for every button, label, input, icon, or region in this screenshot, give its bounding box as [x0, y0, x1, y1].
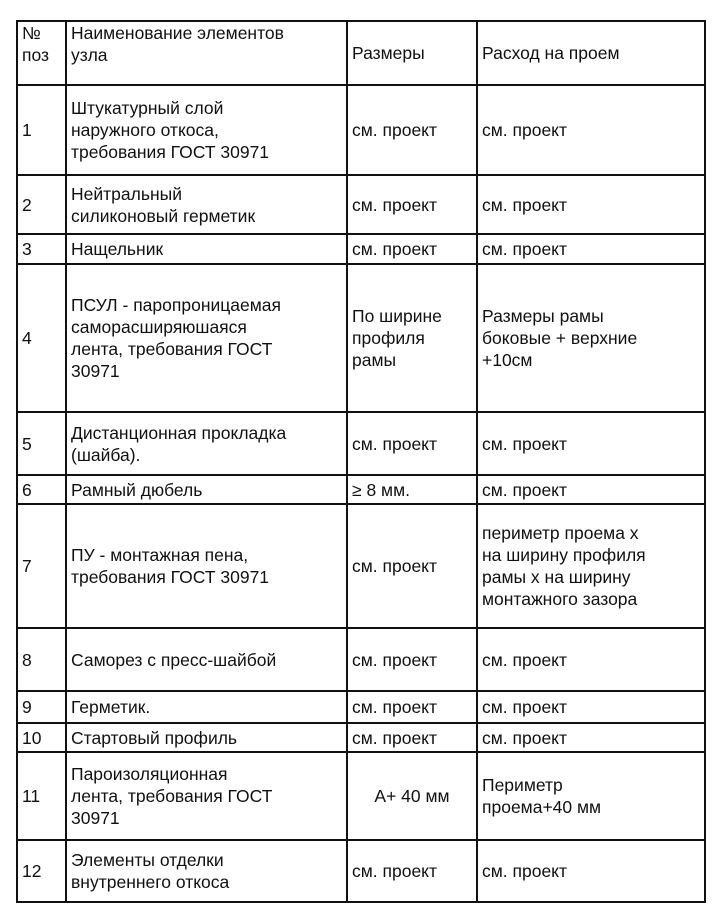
header-dimensions: Размеры — [347, 21, 477, 85]
cell-position: 3 — [17, 234, 66, 264]
cell-dimensions: см. проект — [347, 723, 477, 752]
cell-consumption: см. проект — [477, 412, 705, 475]
cell-consumption: см. проект — [477, 840, 705, 902]
cell-position: 4 — [17, 264, 66, 412]
specification-table — [16, 20, 706, 903]
cell-position: 2 — [17, 175, 66, 234]
cell-dimensions: см. проект — [347, 504, 477, 628]
table-row — [17, 691, 705, 723]
table-row — [17, 175, 705, 234]
cell-element-name: Нейтральный силиконовый герметик — [66, 175, 347, 234]
table-row — [17, 840, 705, 902]
table-row — [17, 723, 705, 752]
cell-element-name: Элементы отделки внутреннего откоса — [66, 840, 347, 902]
cell-position: 9 — [17, 691, 66, 723]
table-row — [17, 752, 705, 840]
table-row — [17, 475, 705, 504]
cell-dimensions: А+ 40 мм — [347, 752, 477, 840]
cell-consumption: периметр проема х на ширину профиля рамы х на ширину монтажного зазора — [477, 504, 705, 628]
cell-position: 7 — [17, 504, 66, 628]
cell-dimensions: см. проект — [347, 840, 477, 902]
cell-element-name: Нащельник — [66, 234, 347, 264]
cell-consumption: см. проект — [477, 628, 705, 691]
cell-dimensions: см. проект — [347, 85, 477, 175]
cell-position: 11 — [17, 752, 66, 840]
cell-position: 10 — [17, 723, 66, 752]
cell-element-name: ПСУЛ - паропроницаемая саморасширяюшаяся лента, требования ГОСТ 30971 — [66, 264, 347, 412]
cell-element-name: ПУ - монтажная пена, требования ГОСТ 30971 — [66, 504, 347, 628]
table-row — [17, 412, 705, 475]
cell-consumption: Периметр проема+40 мм — [477, 752, 705, 840]
cell-element-name: Пароизоляционная лента, требования ГОСТ 30971 — [66, 752, 347, 840]
header-consumption: Расход на проем — [477, 21, 705, 85]
cell-position: 8 — [17, 628, 66, 691]
cell-element-name: Штукатурный слой наружного откоса, требования ГОСТ 30971 — [66, 85, 347, 175]
cell-element-name: Рамный дюбель — [66, 475, 347, 504]
cell-dimensions: см. проект — [347, 412, 477, 475]
cell-dimensions: см. проект — [347, 234, 477, 264]
cell-consumption: см. проект — [477, 175, 705, 234]
cell-dimensions: По ширине профиля рамы — [347, 264, 477, 412]
table-row — [17, 264, 705, 412]
cell-dimensions: см. проект — [347, 628, 477, 691]
cell-consumption: см. проект — [477, 234, 705, 264]
cell-position: 12 — [17, 840, 66, 902]
cell-position: 6 — [17, 475, 66, 504]
cell-position: 5 — [17, 412, 66, 475]
cell-consumption: см. проект — [477, 723, 705, 752]
cell-element-name: Саморез с пресс-шайбой — [66, 628, 347, 691]
cell-consumption: см. проект — [477, 691, 705, 723]
header-element-name: Наименование элементов узла — [66, 21, 347, 85]
cell-element-name: Стартовый профиль — [66, 723, 347, 752]
table-row — [17, 628, 705, 691]
table-row — [17, 85, 705, 175]
table-row — [17, 234, 705, 264]
cell-dimensions: ≥ 8 мм. — [347, 475, 477, 504]
table-row — [17, 504, 705, 628]
cell-consumption: см. проект — [477, 475, 705, 504]
header-position: № поз — [17, 21, 66, 85]
cell-element-name: Герметик. — [66, 691, 347, 723]
cell-position: 1 — [17, 85, 66, 175]
table-header-row — [17, 21, 705, 85]
cell-dimensions: см. проект — [347, 691, 477, 723]
cell-consumption: см. проект — [477, 85, 705, 175]
cell-element-name: Дистанционная прокладка (шайба). — [66, 412, 347, 475]
cell-dimensions: см. проект — [347, 175, 477, 234]
cell-consumption: Размеры рамы боковые + верхние +10см — [477, 264, 705, 412]
